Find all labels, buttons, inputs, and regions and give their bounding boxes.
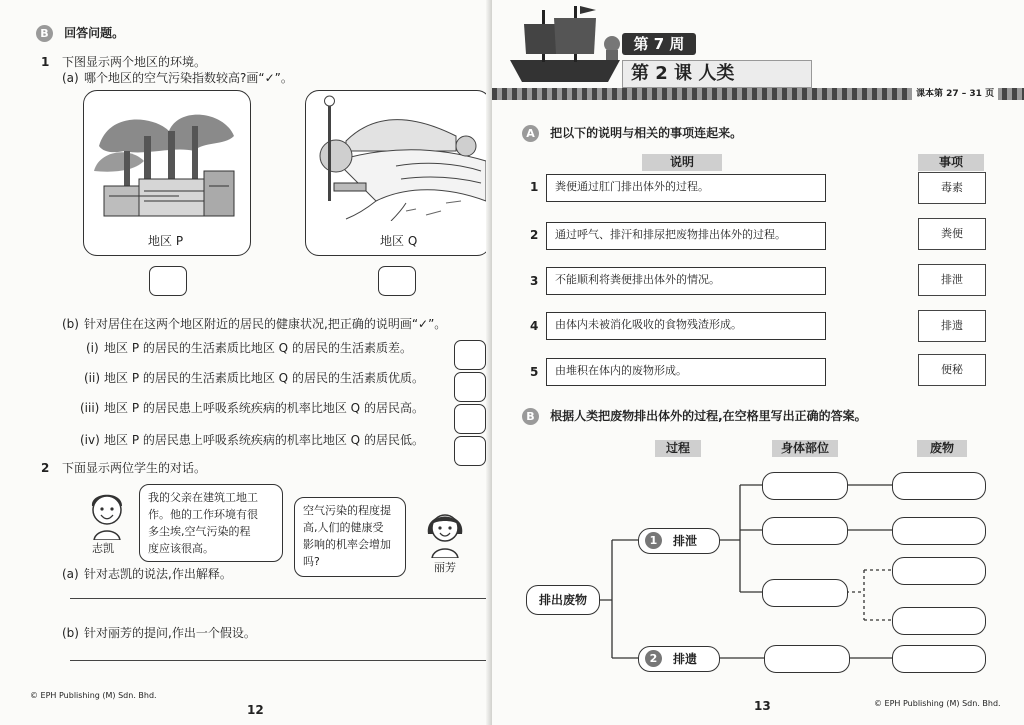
item-box[interactable]: 便秘	[918, 354, 986, 386]
question-text: 针对志凯的说法,作出解释。	[84, 567, 232, 581]
waste-answer-box[interactable]	[892, 645, 986, 673]
item-box[interactable]: 排遗	[918, 310, 986, 342]
branch-label: 排泄	[673, 534, 698, 548]
region-p-picture	[83, 90, 251, 256]
process-node-excretion	[638, 528, 720, 554]
question-text: 下面显示两位学生的对话。	[62, 461, 207, 475]
section-b-header	[36, 22, 124, 42]
waste-answer-box[interactable]	[892, 517, 986, 545]
root-node: 排出废物	[526, 585, 600, 615]
column-header-waste: 废物	[917, 440, 967, 457]
bubble-line: 吗?	[303, 555, 320, 568]
option-label: (ii)	[84, 371, 101, 385]
answer-checkbox-p[interactable]	[149, 266, 187, 296]
question-label: (b)	[62, 626, 79, 640]
description-box[interactable]: 粪便通过肛门排出体外的过程。	[546, 174, 826, 202]
option-text: 地区 P 的居民的生活素质比地区 Q 的居民的生活素质差。	[104, 341, 412, 355]
bubble-line: 度应该很高。	[148, 542, 214, 555]
column-header-description: 说明	[642, 154, 722, 171]
column-header-body-part: 身体部位	[772, 440, 838, 457]
page-number: 13	[754, 699, 771, 713]
row-number: 2	[530, 228, 539, 242]
left-page	[0, 0, 492, 725]
branch-label: 排遗	[673, 652, 698, 666]
row-number: 5	[530, 365, 539, 379]
item-box[interactable]: 毒素	[918, 172, 986, 204]
question-label: (b)	[62, 317, 79, 331]
bubble-line: 影响的机率会增加	[303, 538, 391, 551]
body-part-answer-box[interactable]	[762, 517, 848, 545]
pirate-ship-icon	[504, 2, 628, 90]
region-label: 地区 P	[148, 234, 184, 248]
row-number: 1	[530, 180, 539, 194]
description-box[interactable]: 由堆积在体内的废物形成。	[546, 358, 826, 386]
bubble-line: 多尘埃,空气污染的程	[148, 525, 251, 538]
waste-answer-box[interactable]	[892, 607, 986, 635]
waste-answer-box[interactable]	[892, 472, 986, 500]
option-text: 地区 P 的居民的生活素质比地区 Q 的居民的生活素质优质。	[104, 371, 424, 385]
question-text: 下图显示两个地区的环境。	[62, 55, 207, 69]
body-part-answer-box[interactable]	[764, 645, 850, 673]
body-part-answer-box[interactable]	[762, 579, 848, 607]
description-box[interactable]: 由体内未被消化吸收的食物残渣形成。	[546, 312, 826, 340]
park-illustration	[306, 91, 490, 221]
section-title: 根据人类把废物排出体外的过程,在空格里写出正确的答案。	[550, 409, 867, 423]
question-label: (a)	[62, 567, 79, 581]
right-page	[492, 0, 1024, 725]
factory-illustration	[84, 91, 250, 221]
textbook-reference: 课本第 27 – 31 页	[912, 86, 998, 102]
description-box[interactable]: 不能顺利将粪便排出体外的情况。	[546, 267, 826, 295]
bubble-line: 作。他的工作环境有很	[148, 508, 258, 521]
answer-line[interactable]	[70, 598, 486, 599]
row-number: 4	[530, 319, 539, 333]
answer-line[interactable]	[70, 660, 486, 661]
option-text: 地区 P 的居民患上呼吸系统疾病的机率比地区 Q 的居民低。	[104, 433, 424, 447]
page-number: 12	[247, 703, 264, 717]
student-name: 志凯	[92, 542, 114, 555]
column-header-item: 事项	[918, 154, 984, 171]
option-text: 地区 P 的居民患上呼吸系统疾病的机率比地区 Q 的居民高。	[104, 401, 424, 415]
option-checkbox[interactable]	[454, 404, 486, 434]
copyright: © EPH Publishing (M) Sdn. Bhd.	[874, 699, 1001, 708]
waste-answer-box[interactable]	[892, 557, 986, 585]
answer-checkbox-q[interactable]	[378, 266, 416, 296]
girl-avatar	[422, 504, 468, 558]
branch-number: 1	[645, 532, 662, 549]
week-label: 第 7 周	[622, 33, 696, 55]
row-number: 3	[530, 274, 539, 288]
item-box[interactable]: 粪便	[918, 218, 986, 250]
item-box[interactable]: 排泄	[918, 264, 986, 296]
section-b-header	[522, 405, 867, 425]
speech-bubble	[139, 484, 283, 562]
region-q-picture	[305, 90, 491, 256]
option-label: (i)	[86, 341, 99, 355]
section-title: 把以下的说明与相关的事项连起来。	[550, 126, 743, 140]
student-name: 丽芳	[434, 561, 456, 574]
option-label: (iii)	[80, 401, 100, 415]
body-part-answer-box[interactable]	[762, 472, 848, 500]
section-badge: A	[522, 125, 539, 142]
option-checkbox[interactable]	[454, 436, 486, 466]
section-a-header	[522, 122, 742, 142]
option-label: (iv)	[80, 433, 100, 447]
question-label: (a)	[62, 71, 79, 85]
description-box[interactable]: 通过呼气、排汗和排尿把废物排出体外的过程。	[546, 222, 826, 250]
bubble-line: 高,人们的健康受	[303, 521, 384, 534]
option-checkbox[interactable]	[454, 372, 486, 402]
section-badge: B	[36, 25, 53, 42]
question-number: 1	[41, 55, 50, 69]
question-number: 2	[41, 461, 50, 475]
column-header-process: 过程	[655, 440, 701, 457]
question-text: 针对居住在这两个地区附近的居民的健康状况,把正确的说明画“✓”。	[84, 317, 447, 331]
section-badge: B	[522, 408, 539, 425]
section-title: 回答问题。	[64, 26, 125, 40]
branch-number: 2	[645, 650, 662, 667]
process-node-egestion	[638, 646, 720, 672]
region-label: 地区 Q	[380, 234, 418, 248]
question-text: 针对丽芳的提问,作出一个假设。	[84, 626, 256, 640]
option-checkbox[interactable]	[454, 340, 486, 370]
copyright: © EPH Publishing (M) Sdn. Bhd.	[30, 691, 157, 700]
boy-avatar	[84, 488, 130, 540]
lesson-title: 第 2 课 人类	[622, 60, 812, 88]
question-text: 哪个地区的空气污染指数较高?画“✓”。	[84, 71, 293, 85]
bubble-line: 空气污染的程度提	[303, 504, 391, 517]
speech-bubble	[294, 497, 406, 577]
bubble-line: 我的父亲在建筑工地工	[148, 491, 258, 504]
